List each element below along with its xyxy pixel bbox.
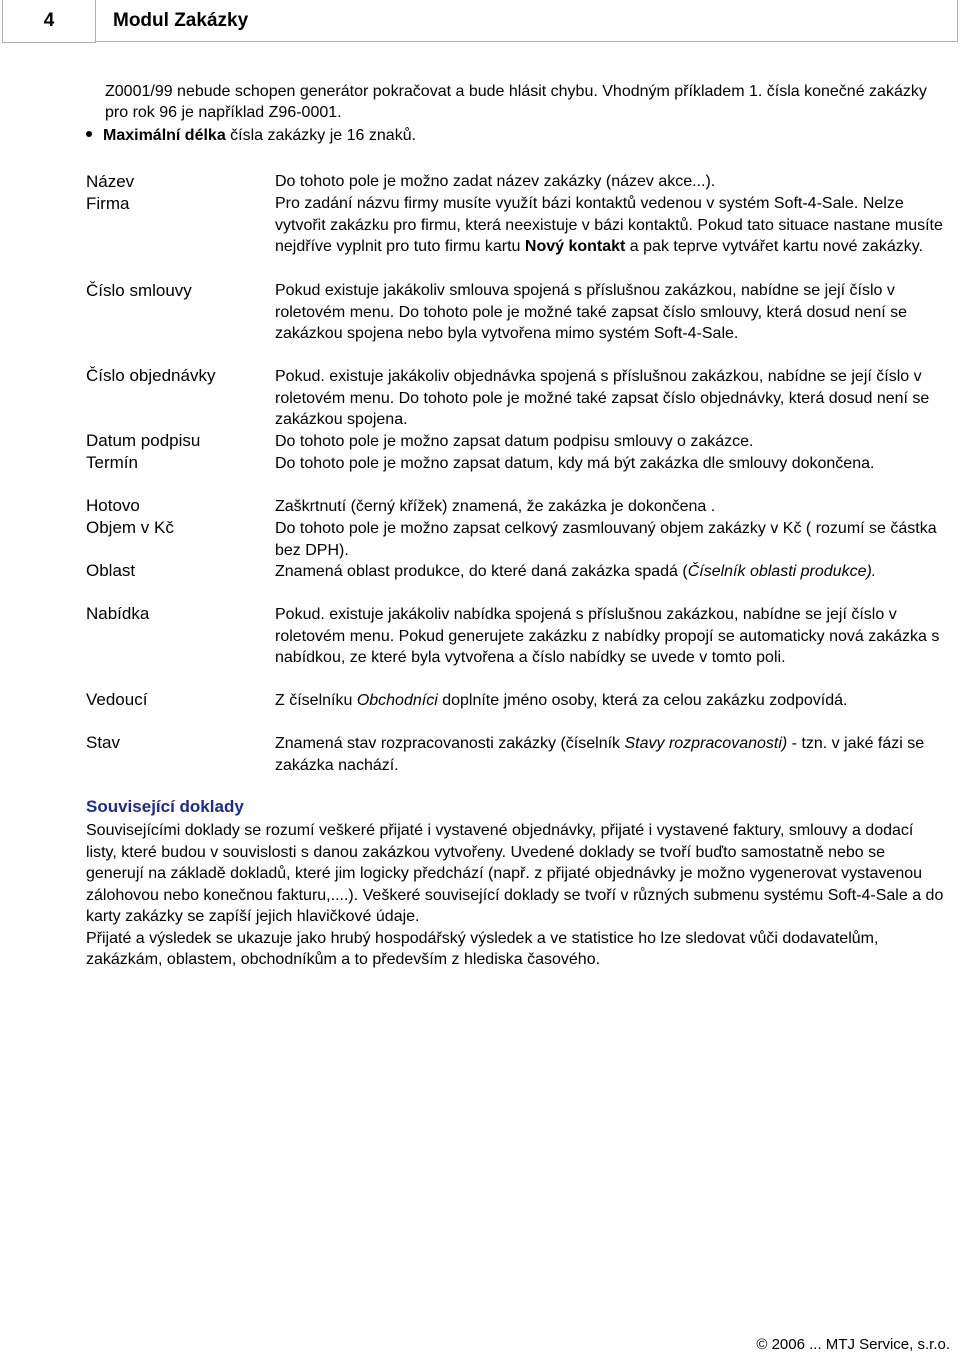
footer-copyright: © 2006 ... MTJ Service, s.r.o. [756,1336,950,1353]
desc-stav [275,733,950,776]
label-vedouci: Vedoucí [86,690,148,709]
desc-datum-podpisu: Do tohoto pole je možno zapsat datum podpisu smlouvy o zakázce. [275,433,754,450]
section-title-related: Související doklady [86,797,244,816]
desc-vedouci-text: Z číselníku [275,692,357,709]
desc-vedouci-after: doplníte jméno osoby, která za celou zakázku zodpovídá. [437,692,848,709]
related-paragraph-2: Přijaté a výsledek se ukazuje jako hrubý hospodářský výsledek a ve statistice ho lze sledovat vůči dodavatelům, zakázkám, oblastem, obchodníkům a to především z hlediska časového. [86,929,879,968]
desc-stav-italic: Stavy rozpracovanosti) [624,735,788,752]
desc-nabidka: Pokud. existuje jakákoliv nabídka spojená s příslušnou zakázkou, nabídne se její číslo v roletovém menu. Pokud generujete zakázku z nabídky propojí se automaticky nová zakázka s nabídkou, ze které byla vytvořena a číslo nabídky se uvede v tomto poli. [275,606,940,666]
chapter-title: Modul Zakázky [96,0,958,42]
desc-termin: Do tohoto pole je možno zapsat datum, kdy má být zakázka dle smlouvy dokončena. [275,455,875,472]
desc-firma-text: Pro zadání názvu firmy musíte využít bázi kontaktů vedenou v systém Soft-4-Sale. Nelze vytvořit zakázku pro firmu, která neexistuje v bázi kontaktů. Pokud tato situace nastane musíte nejdříve vyplnit pro tuto firmu kartu [275,195,943,255]
page-number: 4 [2,0,96,43]
bullet-icon [86,131,92,137]
label-cislo-objednavky: Číslo objednávky [86,366,216,385]
desc-firma [275,193,950,258]
bullet-text: čísla zakázky je 16 znaků. [225,127,417,144]
desc-firma-after: a pak teprve vytvářet kartu nové zakázky. [625,238,923,255]
section-text-related [86,820,946,971]
page-header [0,0,960,44]
desc-stav-after: - tzn. v jaké fázi se zakázka nachází. [275,735,925,774]
desc-vedouci-italic: Obchodníci [356,692,438,709]
desc-cislo-objednavky: Pokud. existuje jakákoliv objednávka spojená s příslušnou zakázkou, nabídne se její číslo v roletovém menu. Do tohoto pole je možné také zapsat číslo objednávky, která dosud není se zakázkou spojena. [275,368,930,428]
label-datum-podpisu: Datum podpisu [86,431,201,450]
desc-hotovo: Zaškrtnutí (černý křížek) znamená, že zakázka je dokončena . [275,498,716,515]
bullet-bold-text: Maximální délka [103,127,226,144]
desc-oblast-text: Znamená oblast produkce, do které daná zakázka spadá ( [275,563,688,580]
label-objem: Objem v Kč [86,518,174,537]
desc-stav-text: Znamená stav rozpracovanosti zakázky (číselník [275,735,625,752]
desc-vedouci [275,690,950,712]
label-termin: Termín [86,453,138,472]
label-stav: Stav [86,733,121,752]
label-hotovo: Hotovo [86,496,140,515]
desc-cislo-smlouvy: Pokud existuje jakákoliv smlouva spojená s příslušnou zakázkou, nabídne se její číslo v roletovém menu. Do tohoto pole je možné také zapsat číslo smlouvy, která dosud není se zakázkou spojena nebo byla vytvořena mimo systém Soft-4-Sale. [275,282,908,342]
desc-oblast [275,561,950,583]
label-nazev: Název [86,172,135,191]
desc-firma-bold: Nový kontakt [524,238,626,255]
desc-objem: Do tohoto pole je možno zapsat celkový zasmlouvaný objem zakázky v Kč ( rozumí se částka bez DPH). [275,520,937,559]
label-oblast: Oblast [86,561,136,580]
desc-oblast-italic: Číselník oblasti produkce). [687,563,877,580]
label-firma: Firma [86,194,130,213]
desc-nazev: Do tohoto pole je možno zadat název zakázky (název akce...). [275,173,716,190]
related-paragraph-1: Souvisejícími doklady se rozumí veškeré přijaté i vystavené objednávky, přijaté i vystavené faktury, smlouvy a dodací listy, které budou v souvislosti s danou zakázkou vytvořeny. Uvedené doklady se tvoří buďto samostatně nebo se generují na základě dokladů, které jim logicky předchází (např. z přijaté objednávky je možno vygenerovat vystavenou zálohovou nebo konečnou fakturu,....). Veškeré související doklady se tvoří v různých submenu systému Soft-4-Sale a do karty zakázky se zapíší jejich hlavičkové údaje. [86,822,944,925]
label-cislo-smlouvy: Číslo smlouvy [86,281,192,300]
intro-paragraph: Z0001/99 nebude schopen generátor pokračovat a bude hlásit chybu. Vhodným příkladem 1. čísla konečné zakázky pro rok 96 je například Z96-0001. [105,83,927,121]
label-nabidka: Nabídka [86,604,150,623]
bullet-item [86,125,416,146]
